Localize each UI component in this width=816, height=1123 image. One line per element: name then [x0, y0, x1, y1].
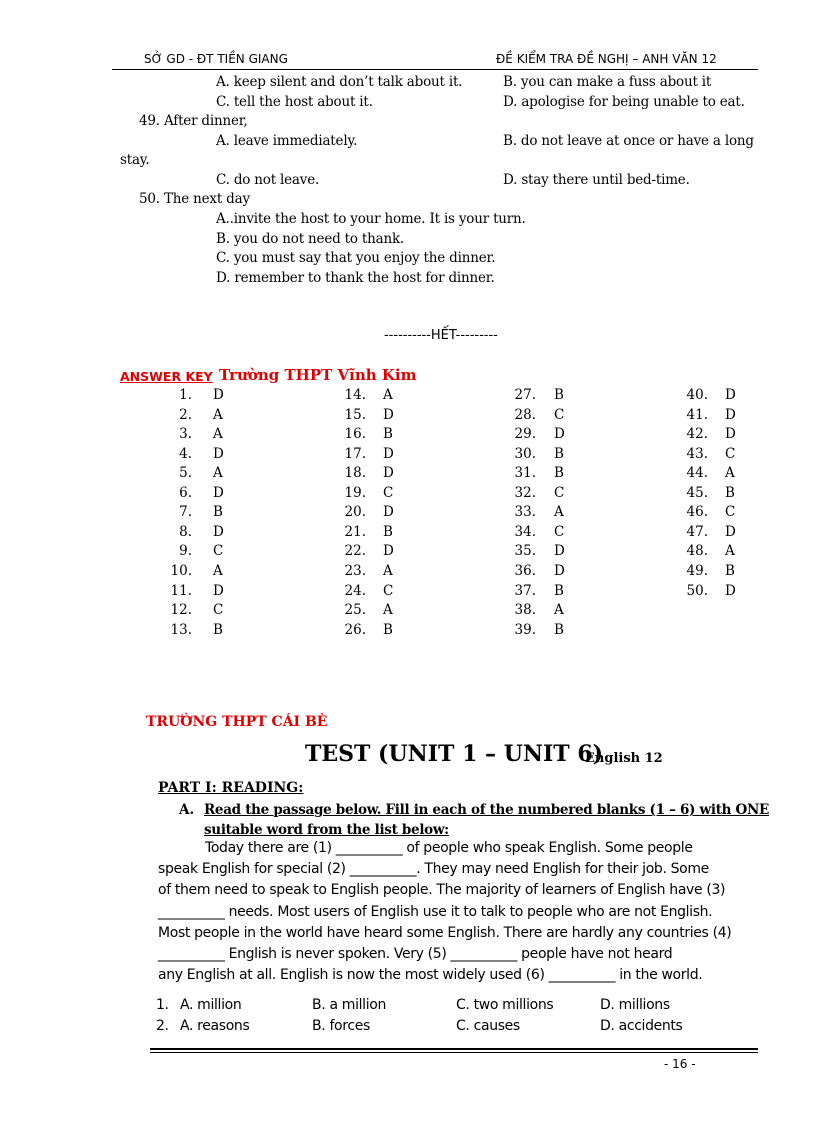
end-mark: ----------HẾT---------	[384, 328, 498, 343]
answer-number: 1.	[179, 387, 192, 403]
answer-number: 16.	[344, 426, 366, 443]
answer-number: 13.	[170, 621, 192, 638]
passage-line-4: __________ needs. Most users of English use it to talk to people who are not English.	[158, 904, 713, 920]
instruction-letter: A.	[179, 802, 195, 818]
answer-letter: A	[383, 602, 393, 619]
header-rule	[112, 69, 758, 70]
answer-number: 23.	[344, 562, 366, 579]
test-title: TEST (UNIT 1 – UNIT 6)	[305, 741, 604, 767]
answer-letter: B	[554, 445, 564, 462]
answer-number: 34.	[514, 523, 536, 540]
answer-key-school: Trường THPT Vĩnh Kim	[219, 366, 417, 384]
section-school: TRƯỜNG THPT CÁI BÈ	[146, 714, 328, 730]
option-row-2-num: 2.	[156, 1018, 169, 1034]
answer-number: 38.	[514, 602, 536, 619]
q50-option-a: A..invite the host to your home. It is your turn.	[216, 211, 526, 227]
answer-number: 6.	[179, 484, 192, 501]
answer-number: 10.	[170, 562, 192, 579]
answer-number: 4.	[179, 445, 192, 462]
answer-letter: D	[725, 387, 736, 403]
answer-letter: D	[554, 426, 565, 443]
q48-option-a: A. keep silent and don’t talk about it.	[216, 74, 463, 90]
header-left: SỞ GD - ĐT TIỀN GIANG	[144, 52, 288, 66]
answer-letter: D	[213, 445, 224, 462]
answer-number: 24.	[344, 582, 366, 599]
answer-letter: D	[725, 523, 736, 540]
answer-number: 30.	[514, 445, 536, 462]
answer-number: 36.	[514, 562, 536, 579]
answer-number: 44.	[686, 465, 708, 482]
answer-letter: D	[383, 406, 394, 423]
answer-number: 33.	[514, 504, 536, 521]
answer-letter: D	[383, 504, 394, 521]
instruction-line-2: suitable word from the list below:	[204, 822, 449, 838]
answer-letter: D	[213, 484, 224, 501]
footer-rule-thick	[150, 1048, 758, 1050]
answer-letter: A	[213, 562, 223, 579]
option-row-1-d: D. millions	[600, 997, 670, 1013]
answer-letter: C	[383, 582, 394, 599]
q50-stem: 50. The next day	[139, 191, 250, 207]
answer-letter: D	[213, 582, 224, 599]
passage-line-2: speak English for special (2) __________. They may need English for their job. Some	[158, 861, 709, 877]
answer-number: 49.	[686, 562, 708, 579]
answer-number: 45.	[686, 484, 708, 501]
answer-letter: A	[213, 465, 223, 482]
answer-letter: A	[725, 543, 735, 560]
answer-letter: B	[725, 562, 735, 579]
answer-letter: D	[554, 543, 565, 560]
answer-number: 29.	[514, 426, 536, 443]
q49-option-d: D. stay there until bed-time.	[503, 172, 690, 188]
q48-option-b: B. you can make a fuss about it	[503, 74, 712, 90]
passage-line-3: of them need to speak to English people. The majority of learners of English have (3)	[158, 882, 726, 898]
q49-option-b-cont: stay.	[120, 152, 150, 168]
instruction-line-1: Read the passage below. Fill in each of the numbered blanks (1 – 6) with ONE	[204, 802, 770, 818]
answer-letter: C	[554, 484, 565, 501]
answer-letter: A	[213, 426, 223, 443]
answer-number: 47.	[686, 523, 708, 540]
answer-letter: B	[554, 582, 564, 599]
answer-letter: A	[383, 562, 393, 579]
answer-letter: C	[725, 445, 736, 462]
answer-letter: D	[213, 387, 224, 403]
answer-number: 14.	[344, 387, 366, 403]
option-row-2-b: B. forces	[312, 1018, 370, 1034]
answer-letter: A	[554, 602, 564, 619]
answer-number: 20.	[344, 504, 366, 521]
option-row-1-a: A. million	[180, 997, 242, 1013]
q49-option-b: B. do not leave at once or have a long	[503, 133, 754, 149]
answer-number: 25.	[344, 602, 366, 619]
answer-number: 48.	[686, 543, 708, 560]
answer-letter: B	[725, 484, 735, 501]
q48-option-c: C. tell the host about it.	[216, 94, 373, 110]
part-heading: PART I: READING:	[158, 780, 304, 796]
answer-number: 26.	[344, 621, 366, 638]
answer-letter: D	[383, 465, 394, 482]
answer-letter: C	[383, 484, 394, 501]
passage-line-7: any English at all. English is now the most widely used (6) __________ in the world.	[158, 967, 703, 983]
answer-number: 43.	[686, 445, 708, 462]
answer-number: 5.	[179, 465, 192, 482]
answer-letter: A	[554, 504, 564, 521]
answer-number: 32.	[514, 484, 536, 501]
footer-rule-thin	[150, 1052, 758, 1053]
test-subtitle: English 12	[585, 751, 663, 766]
answer-letter: C	[725, 504, 736, 521]
answer-key-label: ANSWER KEY	[120, 369, 213, 384]
answer-letter: A	[383, 387, 393, 403]
answer-letter: D	[383, 445, 394, 462]
answer-letter: B	[554, 621, 564, 638]
answer-number: 12.	[170, 602, 192, 619]
passage-line-6: __________ English is never spoken. Very (5) __________ people have not heard	[158, 946, 673, 962]
answer-number: 35.	[514, 543, 536, 560]
answer-letter: B	[383, 426, 393, 443]
answer-letter: A	[725, 465, 735, 482]
answer-number: 37.	[514, 582, 536, 599]
option-row-1-c: C. two millions	[456, 997, 554, 1013]
answer-letter: B	[213, 504, 223, 521]
answer-number: 11.	[170, 582, 192, 599]
answer-number: 46.	[686, 504, 708, 521]
answer-number: 7.	[179, 504, 192, 521]
answer-letter: D	[554, 562, 565, 579]
answer-number: 2.	[179, 406, 192, 423]
answer-number: 19.	[344, 484, 366, 501]
answer-number: 42.	[686, 426, 708, 443]
answer-number: 17.	[344, 445, 366, 462]
answer-number: 21.	[344, 523, 366, 540]
answer-letter: C	[213, 602, 224, 619]
answer-number: 31.	[514, 465, 536, 482]
answer-letter: B	[383, 621, 393, 638]
option-row-2-c: C. causes	[456, 1018, 520, 1034]
answer-number: 3.	[179, 426, 192, 443]
answer-letter: C	[554, 406, 565, 423]
q49-option-a: A. leave immediately.	[216, 133, 358, 149]
q50-option-c: C. you must say that you enjoy the dinner.	[216, 250, 496, 266]
answer-number: 22.	[344, 543, 366, 560]
q49-stem: 49. After dinner,	[139, 113, 248, 129]
answer-letter: B	[554, 387, 564, 403]
answer-number: 50.	[686, 582, 708, 599]
answer-letter: D	[725, 406, 736, 423]
answer-number: 8.	[179, 523, 192, 540]
q50-option-b: B. you do not need to thank.	[216, 231, 405, 247]
answer-number: 40.	[686, 387, 708, 403]
answer-letter: D	[383, 543, 394, 560]
answer-letter: D	[725, 426, 736, 443]
page-number: - 16 -	[664, 1057, 696, 1071]
answer-letter: D	[725, 582, 736, 599]
answer-number: 27.	[514, 387, 536, 403]
passage-line-1: Today there are (1) __________ of people who speak English. Some people	[205, 840, 693, 856]
option-row-1-b: B. a million	[312, 997, 386, 1013]
answer-number: 28.	[514, 406, 536, 423]
passage-line-5: Most people in the world have heard some English. There are hardly any countries (4)	[158, 925, 732, 941]
answer-number: 9.	[179, 543, 192, 560]
option-row-2-a: A. reasons	[180, 1018, 250, 1034]
answer-number: 41.	[686, 406, 708, 423]
answer-letter: C	[213, 543, 224, 560]
answer-letter: C	[554, 523, 565, 540]
option-row-2-d: D. accidents	[600, 1018, 683, 1034]
q48-option-d: D. apologise for being unable to eat.	[503, 94, 745, 110]
option-row-1-num: 1.	[156, 997, 169, 1013]
answer-letter: D	[213, 523, 224, 540]
answer-letter: B	[554, 465, 564, 482]
q50-option-d: D. remember to thank the host for dinner.	[216, 270, 495, 286]
answer-number: 15.	[344, 406, 366, 423]
answer-letter: A	[213, 406, 223, 423]
answer-letter: B	[213, 621, 223, 638]
answer-number: 39.	[514, 621, 536, 638]
q49-option-c: C. do not leave.	[216, 172, 320, 188]
header-right: ĐỀ KIỂM TRA ĐỀ NGHỊ – ANH VĂN 12	[496, 52, 717, 66]
answer-number: 18.	[344, 465, 366, 482]
answer-letter: B	[383, 523, 393, 540]
